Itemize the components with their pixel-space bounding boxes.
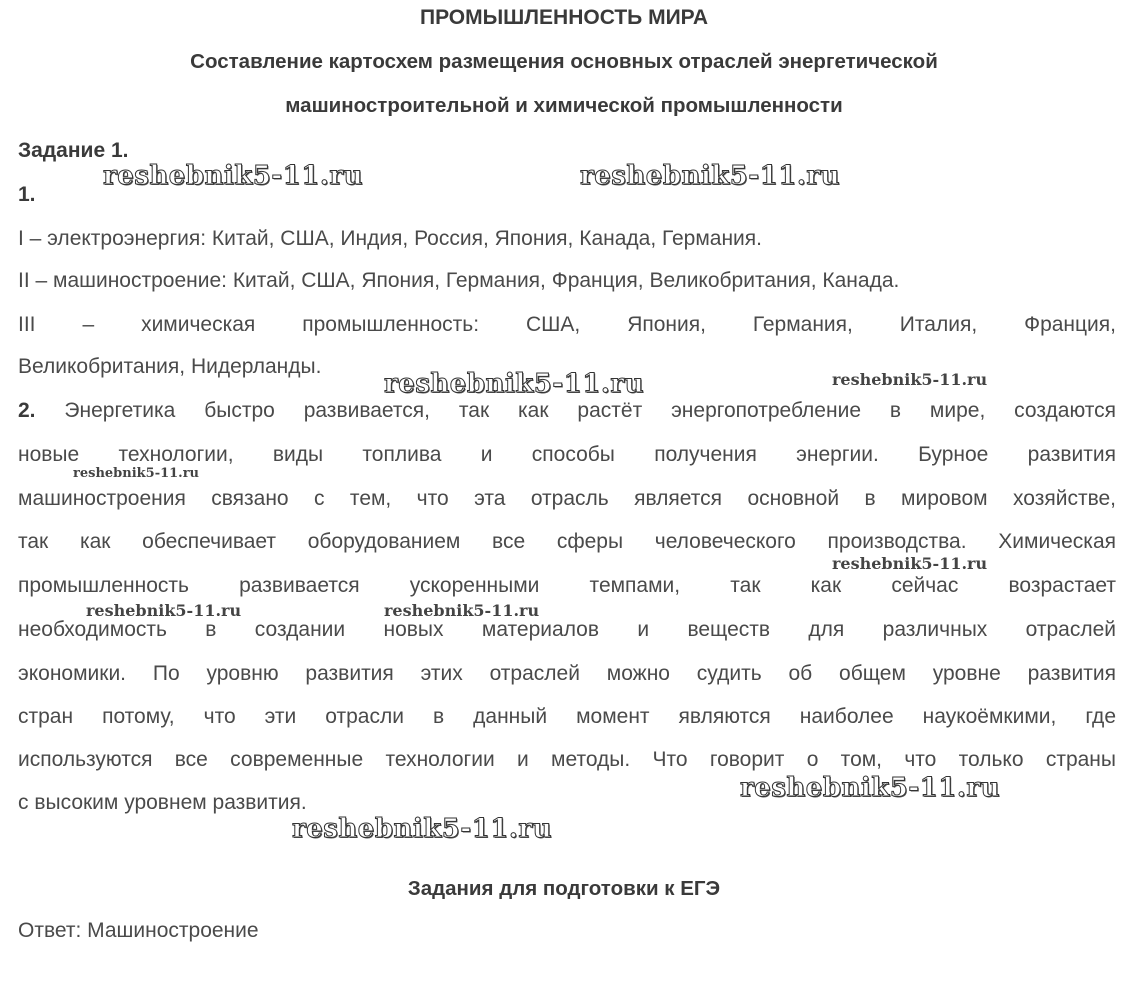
paragraph-2-line-10: с высоким уровнем развития. (18, 791, 307, 814)
page-title: ПРОМЫШЛЕННОСТЬ МИРА (419, 6, 709, 29)
answer-line-II: II – машиностроение: Китай, США, Япония, Германия, Франция, Великобритания, Канада. (18, 269, 900, 292)
paragraph-2-line-7: экономики. По уровню развития этих отраслей можно судить об общем уровне развития (18, 662, 1116, 685)
task-item-1-number: 1. (18, 183, 36, 206)
watermark: reshebnik5-11.ru (86, 601, 242, 620)
paragraph-2-line-3: машиностроения связано с тем, что эта отрасль является основной в мировом хозяйстве, (18, 487, 1116, 510)
watermark: reshebnik5-11.ru (580, 161, 841, 191)
paragraph-2-line-8: стран потому, что эти отрасли в данный момент являются наиболее наукоёмкими, где (18, 705, 1116, 728)
watermark: reshebnik5-11.ru (832, 554, 988, 573)
watermark: reshebnik5-11.ru (292, 814, 553, 844)
watermark: reshebnik5-11.ru (740, 773, 1001, 803)
paragraph-2-line-1: 2. Энергетика быстро развивается, так как растёт энергопотребление в мире, создаются (18, 399, 1116, 422)
ege-answer: Ответ: Машиностроение (18, 919, 259, 942)
task-item-2-number: 2. (18, 399, 36, 422)
paragraph-2-line-9: используются все современные технологии и методы. Что говорит о том, что только страны (18, 748, 1116, 771)
page-subtitle-line-2: машиностроительной и химической промышленности (285, 94, 843, 117)
page-subtitle-line-1: Составление картосхем размещения основных отраслей энергетической (190, 50, 938, 73)
ege-heading: Задания для подготовки к ЕГЭ (407, 877, 721, 900)
paragraph-2-line-6: необходимость в создании новых материалов и веществ для различных отраслей (18, 618, 1116, 641)
task-heading: Задание 1. (18, 139, 129, 162)
answer-line-I: I – электроэнергия: Китай, США, Индия, Россия, Япония, Канада, Германия. (18, 227, 762, 250)
paragraph-2-line-2: новые технологии, виды топлива и способы получения энергии. Бурное развития (18, 443, 1116, 466)
watermark: reshebnik5-11.ru (73, 466, 200, 481)
paragraph-2-line-5: промышленность развивается ускоренными темпами, так как сейчас возрастает (18, 574, 1116, 597)
watermark: reshebnik5-11.ru (103, 161, 364, 191)
answer-line-III: III – химическая промышленность: США, Япония, Германия, Италия, Франция, (18, 313, 1116, 336)
watermark: reshebnik5-11.ru (384, 369, 645, 399)
watermark: reshebnik5-11.ru (832, 370, 988, 389)
watermark: reshebnik5-11.ru (384, 601, 540, 620)
paragraph-2-line-4: так как обеспечивает оборудованием все сферы человеческого производства. Химическая (18, 530, 1116, 553)
answer-line-III-continued: Великобритания, Нидерланды. (18, 355, 322, 378)
